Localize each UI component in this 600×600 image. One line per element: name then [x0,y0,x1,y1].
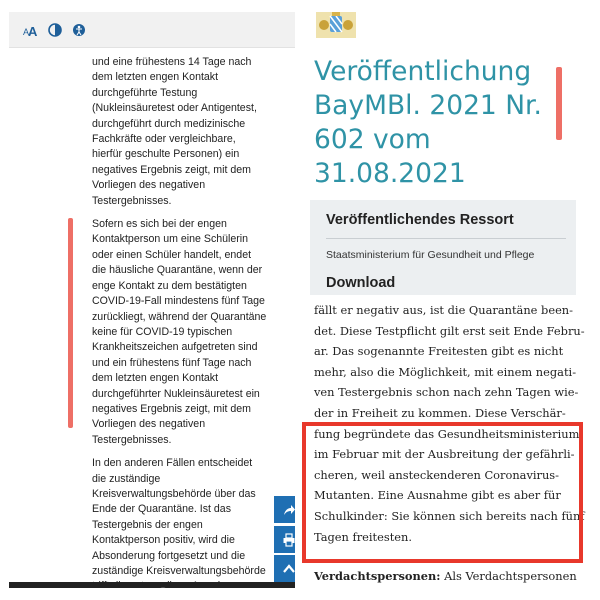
verdachtspersonen-text: Als Verdachtspersonen [440,569,577,583]
left-article-text [92,55,295,588]
text-line: dem letzten engen Kontakt [92,71,219,84]
ressort-heading: Veröffentlichendes Ressort [326,212,514,228]
margin-marker [68,218,73,428]
newspaper-article-text [314,300,584,547]
text-line: Kreisverwaltungsbehörde über das [92,487,256,500]
article-line: Mutanten. Eine Ausnahme gibt es aber für [314,488,561,503]
text-line: Fachkräfte oder vergleichbare, [92,133,236,146]
print-icon [282,533,295,547]
text-line: negatives Ergebnis zeigt, mit dem [92,402,251,415]
home-indicator-icon [159,587,167,588]
title-line: Veröffentlichung [314,56,532,87]
article-line: Tagen freitesten. [314,529,412,544]
title-line: BayMBl. 2021 Nr. [314,90,542,121]
article-line: cheren, weil ansteckenderen Coronavirus- [314,467,559,482]
article-line: der in Freiheit zu kommen. Diese Verschär- [314,405,566,420]
text-line: Vorliegen des negativen [92,418,206,431]
text-line: und eine frühestens 14 Tage nach [92,56,252,68]
margin-marker [556,67,562,140]
accessibility-icon[interactable] [71,22,87,38]
title-line: 602 vom [314,124,431,155]
scroll-up-icon [282,562,295,576]
text-line: Absonderung fortgesetzt und die [92,549,246,562]
title-line: 31.08.2021 [314,158,466,189]
article-line: im Februar mit der Ausbreitung der gefährli- [314,447,575,462]
text-line: dem letzten engen Kontakt [92,372,219,385]
text-line: die häusliche Quarantäne, wenn der [92,264,263,277]
verdachtspersonen-label: Verdachtspersonen: [314,569,441,583]
share-button[interactable] [274,496,295,523]
svg-text:A: A [23,26,30,37]
article-next-paragraph [314,566,584,586]
share-icon [282,503,295,517]
article-line: fung begründete das Gesundheitsministerium [314,426,580,441]
print-button[interactable] [274,526,295,553]
article-line: mehr, also die Möglichkeit, mit einem negati- [314,364,577,379]
text-line: Testergebnis der engen [92,518,203,531]
text-line: oder einen Schüler handelt, endet [92,248,252,261]
article-line: fällt er negativ aus, ist die Quarantäne been- [314,303,573,317]
text-line: zurückliegt, während der Quarantäne [92,310,267,323]
text-line: Ende der Quarantäne. Ist das [92,503,231,516]
red-highlight-box [302,422,583,563]
text-line: Kontaktperson um eine Schülerin [92,233,249,246]
article-line: ar. Das sogenannte Freitesten gibt es nicht [314,344,564,359]
text-line: Krankheitszeichen aufgetreten sind [92,341,258,354]
text-line: Testergebnisses. [92,194,172,207]
bavarian-coat-of-arms-logo [316,12,356,38]
contrast-icon[interactable] [47,22,63,38]
text-line: Vorliegen des negativen [92,179,206,192]
text-line: COVID-19-Fall mindestens fünf Tage [92,295,265,308]
text-line: Sofern es sich bei der engen [92,218,227,231]
article-line: ven Testergebnis schon nach zehn Tagen wie- [314,385,579,400]
text-line: zuständige Kreisverwaltungsbehörde [92,565,266,577]
text-line: Kontaktperson positiv, wird die [92,534,235,547]
text-line: enge Kontakt zu dem bestätigten [92,279,247,292]
paragraph-1 [92,55,295,209]
scroll-up-button[interactable] [274,555,295,582]
text-line: In den anderen Fällen entscheidet [92,457,253,470]
paragraph-2 [92,217,295,448]
info-divider [326,238,566,239]
svg-text:A: A [28,23,38,38]
text-line: und ein frühestens fünf Tage nach [92,356,252,369]
text-line: hierfür geschulte Personen) ein [92,148,240,161]
paragraph-3 [92,456,295,588]
text-line: negatives Ergebnis zeigt, mit dem [92,163,251,176]
text-line: die zuständige [92,472,161,485]
text-line: durchgeführt durch medizinische [92,117,246,130]
publication-title [314,55,554,191]
browser-bottom-bar [9,582,295,588]
accessibility-toolbar [9,12,295,48]
download-heading[interactable]: Download [326,275,396,291]
font-size-icon[interactable] [23,22,39,38]
text-line: durchgeführter Nukleinsäuretest ein [92,387,260,400]
ressort-value: Staatsministerium für Gesundheit und Pflege [326,249,535,261]
text-line: keine für COVID-19 typischen [92,325,233,338]
text-line: durchgeführte Testung [92,86,198,99]
article-line: Schulkinder: Sie können sich bereits nach fünf [314,508,585,523]
publication-info-box [310,200,576,295]
left-screenshot-panel [9,12,295,588]
text-line: Testergebnisses. [92,433,172,446]
text-line: (Nukleinsäuretest oder Antigentest, [92,102,257,115]
article-line: det. Diese Testpflicht gilt erst seit Ende Febru- [314,323,585,338]
right-screenshot-panel [300,0,600,600]
